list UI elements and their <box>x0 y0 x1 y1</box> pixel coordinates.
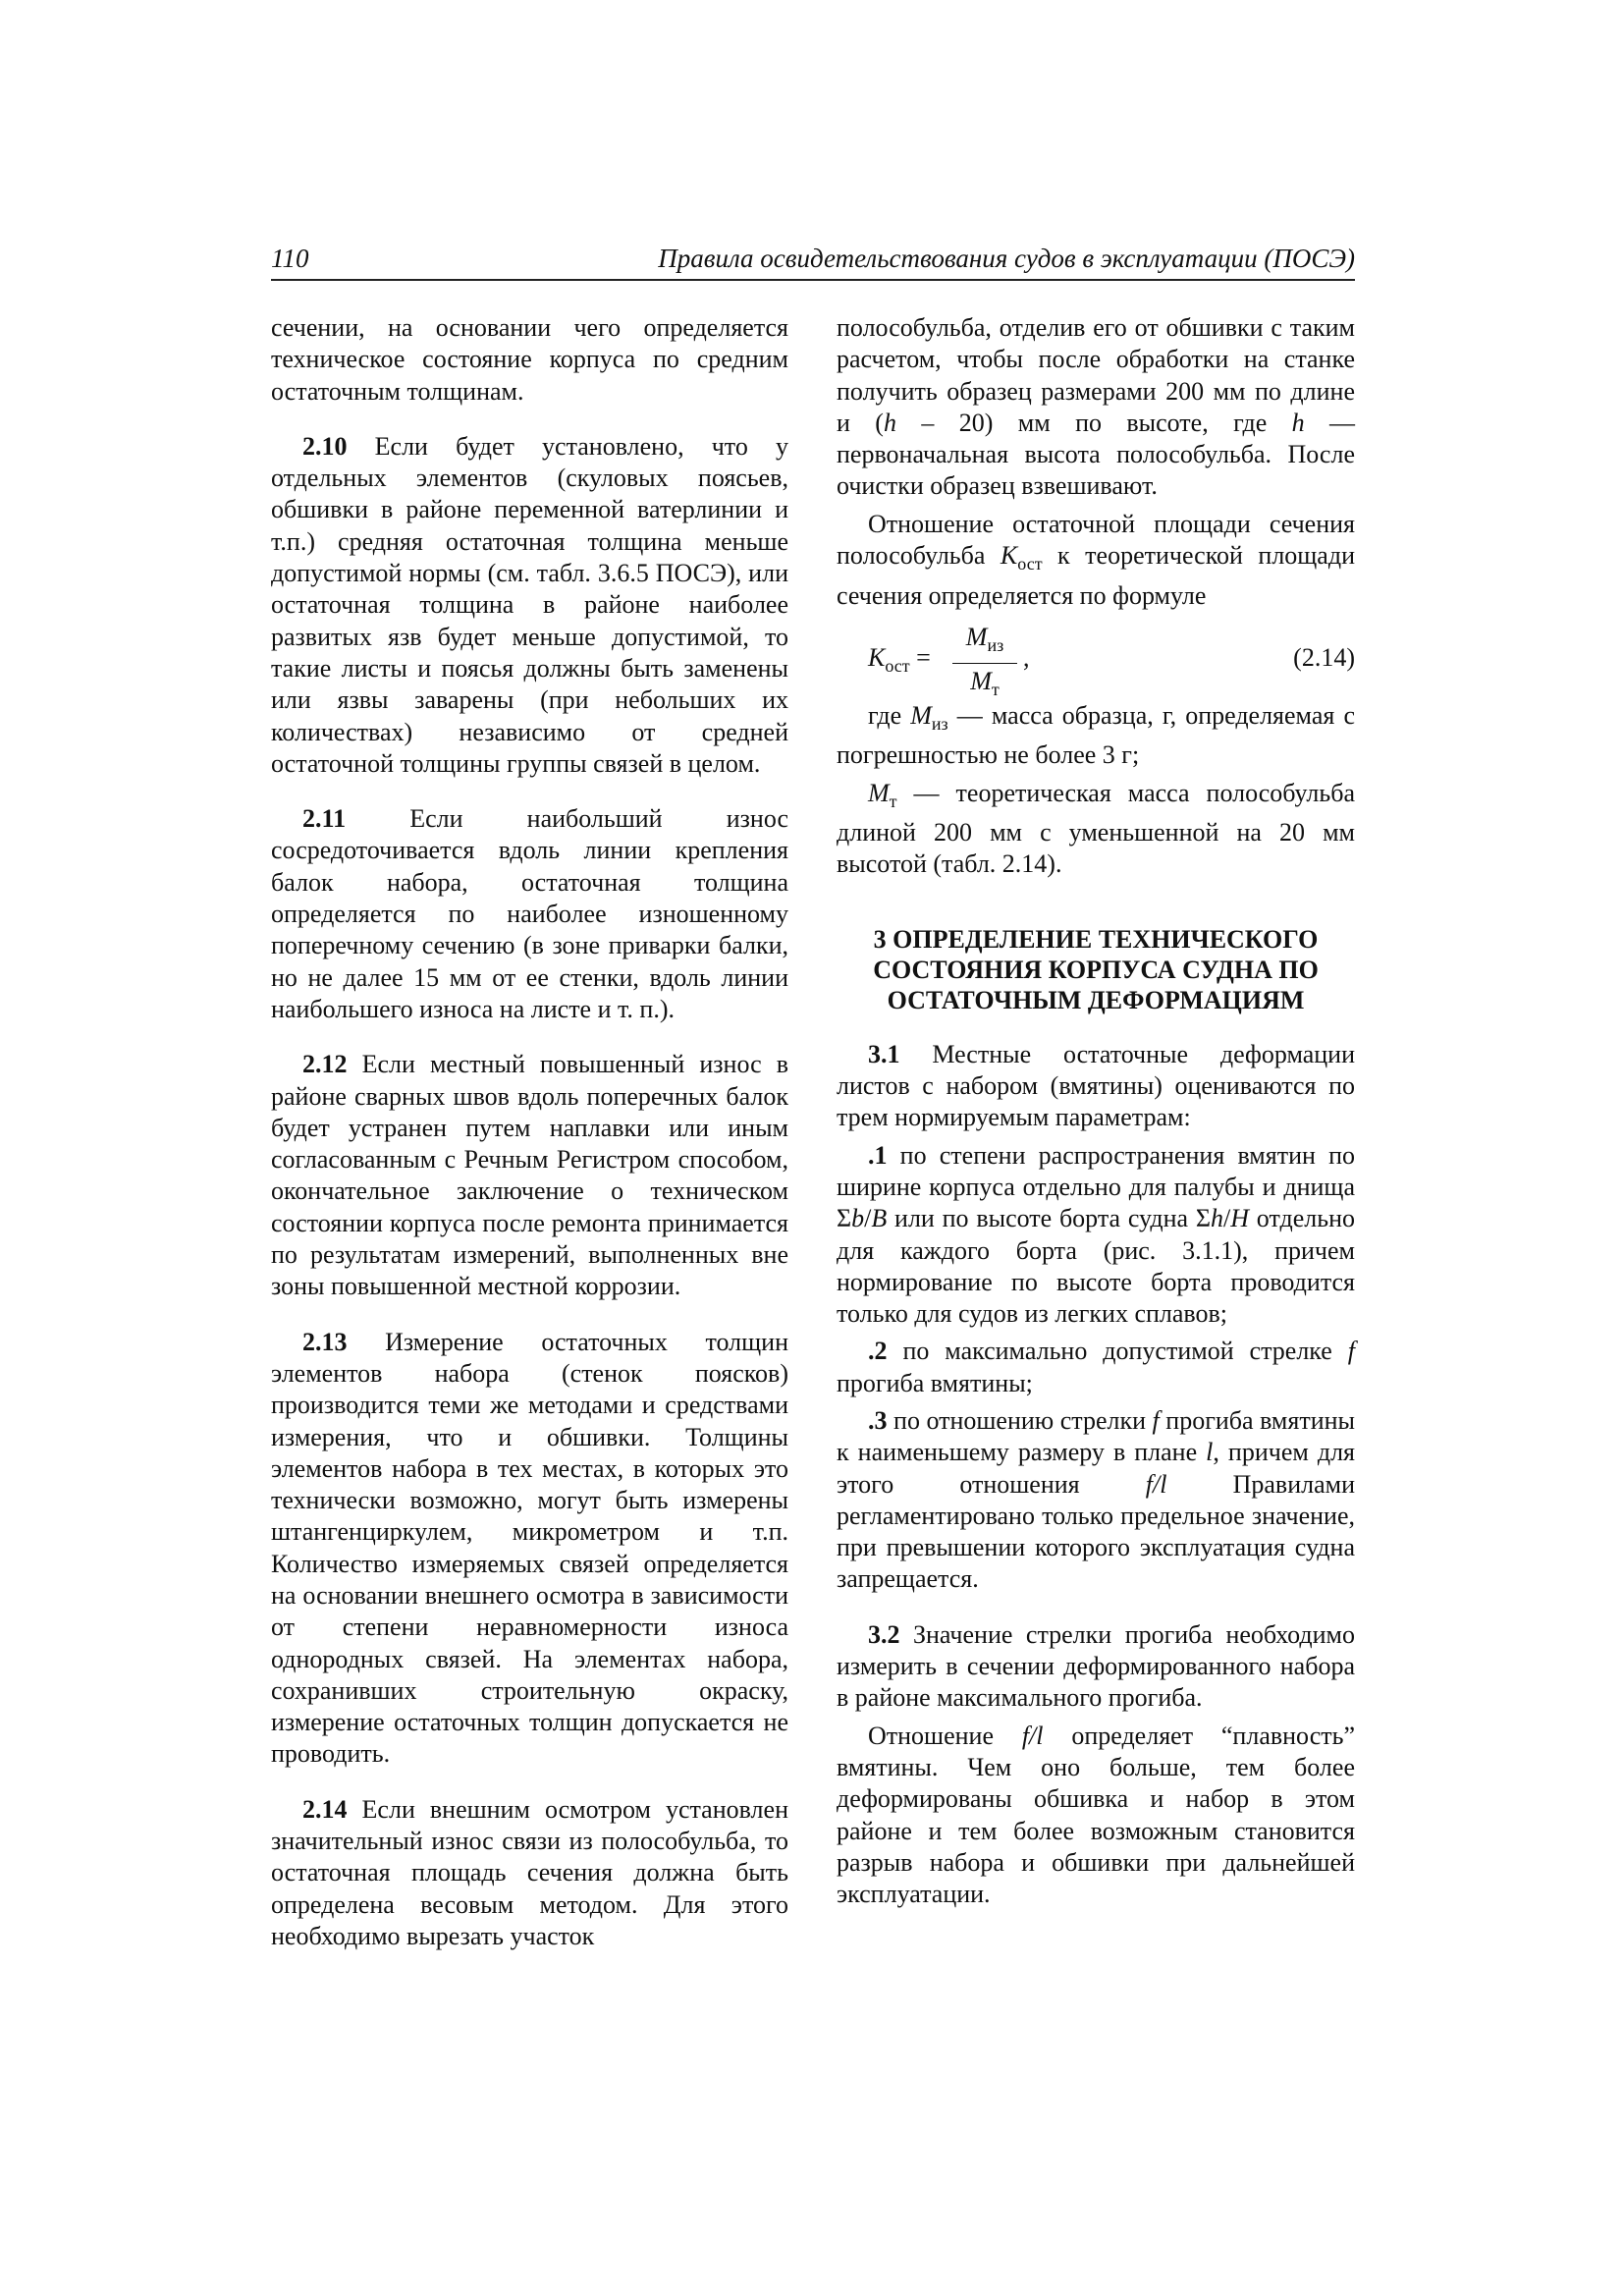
heading-line: 3 ОПРЕДЕЛЕНИЕ ТЕХНИЧЕСКОГО <box>873 924 1319 954</box>
text-run: определяет “плавность” вмятины. Чем оно больше, тем более деформированы обшивка и набор в этом районе и тем более возможным становится разрыв набора и обшивки при дальнейшей эксплуатации. <box>837 1721 1355 1909</box>
page-number: 110 <box>271 244 309 273</box>
var-H: H <box>1230 1204 1250 1233</box>
paragraph-text: Если наибольший износ сосредоточивается вдоль линии крепления балок набора, остаточная толщина определяется по наиболее изношенному поперечному сечению (в зоне приварки балки, но не далее 15 мм от ее стенки, вдоль линии наибольшего износа на листе и т. п.). <box>271 804 788 1023</box>
text-run: по максимально допустимой стрелке <box>887 1337 1348 1366</box>
text-run: прогиба вмятины; <box>837 1368 1033 1397</box>
paragraph-text: Значение стрелки прогиба необходимо измерить в сечении деформированного набора в районе максимального прогиба. <box>837 1619 1355 1713</box>
var-m: M <box>965 622 988 651</box>
paragraph-smoothness <box>837 1721 1355 1911</box>
var-f: f <box>1347 1337 1355 1366</box>
text-run: Отношение остаточной площади сечения полособульба <box>837 509 1355 571</box>
paragraph-2-14 <box>271 1794 788 1952</box>
formula-fraction <box>952 622 1017 706</box>
ratio-f-l: f/l <box>1145 1469 1167 1499</box>
text-run: по отношению стрелки <box>887 1405 1153 1435</box>
paragraph-m-t <box>837 778 1355 881</box>
clause-number: 2.13 <box>302 1327 348 1356</box>
var-l: l <box>1206 1438 1214 1467</box>
formula-2-14 <box>837 622 1355 700</box>
subscript: из <box>987 635 1004 656</box>
equals-sign: = <box>909 642 931 672</box>
clause-number: 2.12 <box>302 1050 348 1079</box>
clause-number: 3.1 <box>868 1039 900 1068</box>
var-m: M <box>910 700 932 730</box>
var-h: h <box>883 408 896 437</box>
subscript: ост <box>1017 554 1043 574</box>
paragraph-continuation: сечении, на основании чего определяется техническое состояние корпуса по средним остаточным толщинам. <box>271 313 788 406</box>
text-run: — первоначальная высота полособульба. После очистки образец взвешивают. <box>837 408 1356 501</box>
paragraph-2-11 <box>271 803 788 1025</box>
clause-number: 2.11 <box>302 804 347 834</box>
text-run: по степени распространения вмятин по ширине корпуса отдельно для палубы и днища Σ <box>837 1140 1355 1233</box>
subscript: из <box>931 714 948 735</box>
text-run: отдельно для каждого борта (рис. 3.1.1), причем нормирование по высоте борта проводится только для судов из легких сплавов; <box>837 1204 1355 1329</box>
paragraph-3-2 <box>837 1619 1355 1715</box>
var-k: K <box>868 642 886 672</box>
subscript: т <box>991 680 1000 700</box>
text-run: полособульба, отделив его от обшивки с таким расчетом, чтобы после обработки на станке получить образец размерами 200 мм по длине и ( <box>837 313 1355 437</box>
var-k: K <box>1000 541 1018 571</box>
paragraph-2-12 <box>271 1049 788 1302</box>
list-item-2 <box>837 1336 1355 1399</box>
clause-number: 3.2 <box>868 1619 900 1649</box>
subscript: т <box>889 791 897 811</box>
paragraph-2-13 <box>271 1327 788 1771</box>
paragraph-text: Измерение остаточных толщин элементов набора (стенок поясков) производится теми же методами и средствами измерения, что и обшивки. Толщины элементов набора в тех местах, в которых это технически возможно, могут быть измерены штангенциркулем, микрометром и т.п. Количество измеряемых связей определяется на основании внешнего осмотра в зависимости от степени неравномерности износа однородных связей. На элементах набора, сохранивших строительную окраску, измерение остаточных толщин допускается не проводить. <box>271 1327 788 1769</box>
formula-comma: , <box>1023 642 1030 672</box>
var-m: M <box>970 667 992 696</box>
paragraph-text: Если будет установлено, что у отдельных элементов (скуловых поясьев, обшивки в районе переменной ватерлинии и т.п.) средняя остаточная толщина меньше допустимой нормы (см. табл. 3.6.5 ПОСЭ), или остаточная толщина в районе наиболее развитых язв будет меньше допустимой, то такие листы и поясья должны быть заменены или язвы заварены (при небольших их количествах) независимо от средней остаточной толщины группы связей в целом. <box>271 431 788 778</box>
list-item-1 <box>837 1140 1355 1331</box>
text-run: – 20) мм по высоте, где <box>895 408 1292 437</box>
running-header <box>271 240 1355 281</box>
fraction-numerator <box>952 622 1017 664</box>
fraction-denominator <box>952 664 1017 705</box>
clause-number: 2.14 <box>302 1794 348 1824</box>
text-run: — теоретическая масса полособульба длиной 200 мм с уменьшенной на 20 мм высотой (табл. 2.14). <box>837 778 1355 879</box>
clause-number: 2.10 <box>302 431 348 461</box>
left-column <box>271 312 788 1952</box>
running-title: Правила освидетельствования судов в эксплуатации (ПОСЭ) <box>658 244 1355 273</box>
list-item-3 <box>837 1405 1355 1596</box>
slash: / <box>1223 1204 1231 1233</box>
paragraph-ratio-definition <box>837 509 1355 612</box>
subscript: ост <box>885 656 910 677</box>
heading-line: СОСТОЯНИЯ КОРПУСА СУДНА ПО <box>873 955 1319 984</box>
paragraph-where-m-iz <box>837 700 1355 772</box>
text-run: или по высоте борта судна Σ <box>887 1204 1211 1233</box>
slash: / <box>864 1204 872 1233</box>
text-run: Правилами регламентировано только предельное значение, при превышении которого эксплуатация судна запрещается. <box>837 1469 1355 1594</box>
var-f: f <box>1152 1405 1160 1435</box>
paragraph-text: Местные остаточные деформации листов с набором (вмятины) оцениваются по трем нормируемым параметрам: <box>837 1039 1355 1132</box>
var-m: M <box>868 778 890 807</box>
paragraph-2-10 <box>271 431 788 780</box>
var-b: b <box>851 1204 865 1233</box>
text-run: прогиба вмятины к наименьшему размеру в плане <box>837 1405 1355 1467</box>
paragraph-continuation <box>837 312 1355 503</box>
paragraph-text: Если внешним осмотром установлен значительный износ связи из полособульба, то остаточная площадь сечения должна быть определена весовым методом. Для этого необходимо вырезать участок <box>271 1794 788 1950</box>
var-h: h <box>1291 408 1305 437</box>
text-run: где <box>868 700 911 730</box>
var-h: h <box>1211 1204 1223 1233</box>
item-number: .2 <box>868 1337 888 1366</box>
paragraph-3-1 <box>837 1039 1355 1134</box>
heading-line: ОСТАТОЧНЫМ ДЕФОРМАЦИЯМ <box>887 985 1305 1014</box>
item-number: .3 <box>868 1405 888 1435</box>
equation-number: (2.14) <box>1293 642 1355 672</box>
formula-lhs <box>868 642 931 682</box>
ratio-f-l: f/l <box>1021 1721 1044 1750</box>
paragraph-text: Если местный повышенный износ в районе сварных швов вдоль поперечных балок будет устранен путем наплавки или иным согласованным с Речным Регистром способом, окончательное заключение о техническом состоянии корпуса после ремонта принимается по результатам измерений, выполненных вне зоны повышенной местной коррозии. <box>271 1050 788 1301</box>
text-run: к теоретической площади сечения определяется по формуле <box>837 541 1355 610</box>
text-run: Отношение <box>868 1721 1022 1750</box>
item-number: .1 <box>868 1140 888 1170</box>
section-heading-3 <box>837 924 1355 1015</box>
var-B: B <box>871 1204 888 1233</box>
right-column <box>837 312 1355 1910</box>
text-run: — масса образца, г, определяемая с погрешностью не более 3 г; <box>837 700 1355 770</box>
text-run: , причем для этого отношения <box>837 1438 1355 1499</box>
